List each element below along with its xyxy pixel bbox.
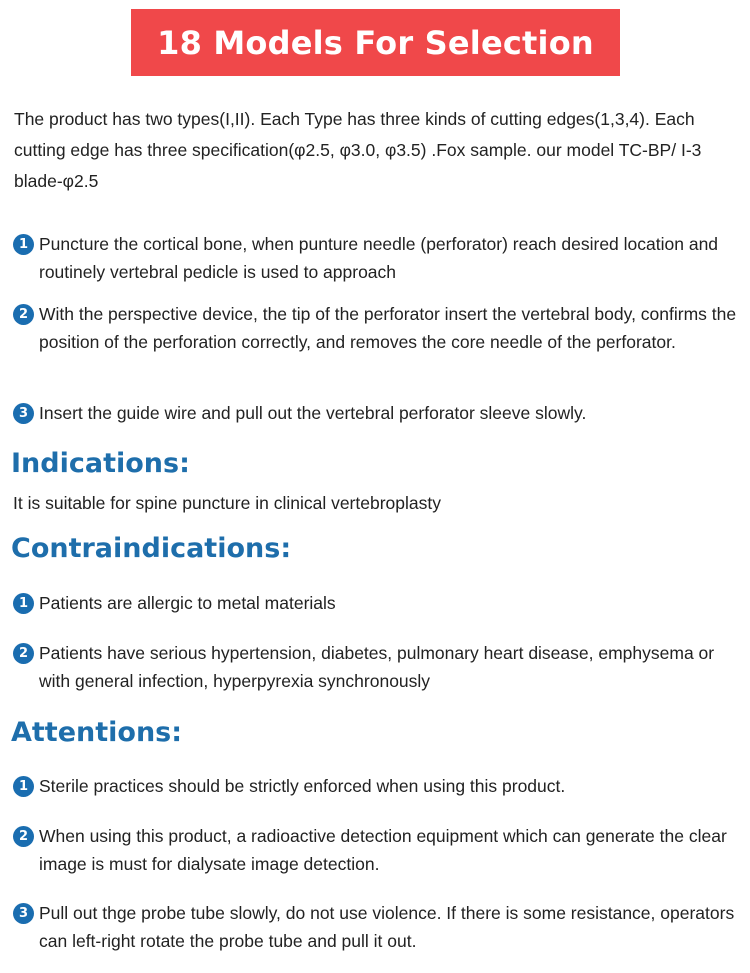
step-text: Puncture the cortical bone, when punture needle (perforator) reach desired location and routinely vertebral pedicle is used to approach [39,234,719,282]
number-1-icon: 1 [13,593,34,614]
attention-item-2 [13,822,743,878]
number-2-icon: 2 [13,826,34,847]
models-banner [131,9,620,76]
item-text: Pull out thge probe tube slowly, do not use violence. If there is some resistance, operators can left-right rotate the probe tube and pull it out. [39,903,735,951]
step-text: Insert the guide wire and pull out the vertebral perforator sleeve slowly. [39,403,587,423]
number-2-icon: 2 [13,304,34,325]
attentions-heading: Attentions: [11,717,183,748]
indications-text: It is suitable for spine puncture in clinical vertebroplasty [13,493,441,513]
number-2-icon: 2 [13,643,34,664]
contraindication-item-2 [13,639,743,695]
step-text: With the perspective device, the tip of the perforator insert the vertebral body, confirms the position of the perforation correctly, and removes the core needle of the perforator. [39,304,737,352]
intro-paragraph: The product has two types(I,II). Each Type has three kinds of cutting edges(1,3,4). Each cutting edge has three specification(φ2.5, φ3.0, φ3.5) .Fox sample. our model TC-BP/ I-3 blade-φ2.5 [14,109,702,191]
contraindications-heading: Contraindications: [11,533,292,564]
indications-heading: Indications: [11,448,190,479]
contraindication-item-1 [13,589,743,617]
number-1-icon: 1 [13,234,34,255]
item-text: Patients are allergic to metal materials [39,593,336,613]
item-text: When using this product, a radioactive detection equipment which can generate the clear image is must for dialysate image detection. [39,826,727,874]
procedure-step-1 [13,230,743,286]
number-3-icon: 3 [13,903,34,924]
item-text: Patients have serious hypertension, diabetes, pulmonary heart disease, emphysema or with general infection, hyperpyrexia synchronously [39,643,715,691]
banner-title: 18 Models For Selection [157,23,594,62]
procedure-step-2 [13,300,743,356]
number-1-icon: 1 [13,776,34,797]
attention-item-1 [13,772,743,800]
item-text: Sterile practices should be strictly enforced when using this product. [39,776,566,796]
attention-item-3 [13,899,743,955]
procedure-step-3 [13,399,743,427]
number-3-icon: 3 [13,403,34,424]
